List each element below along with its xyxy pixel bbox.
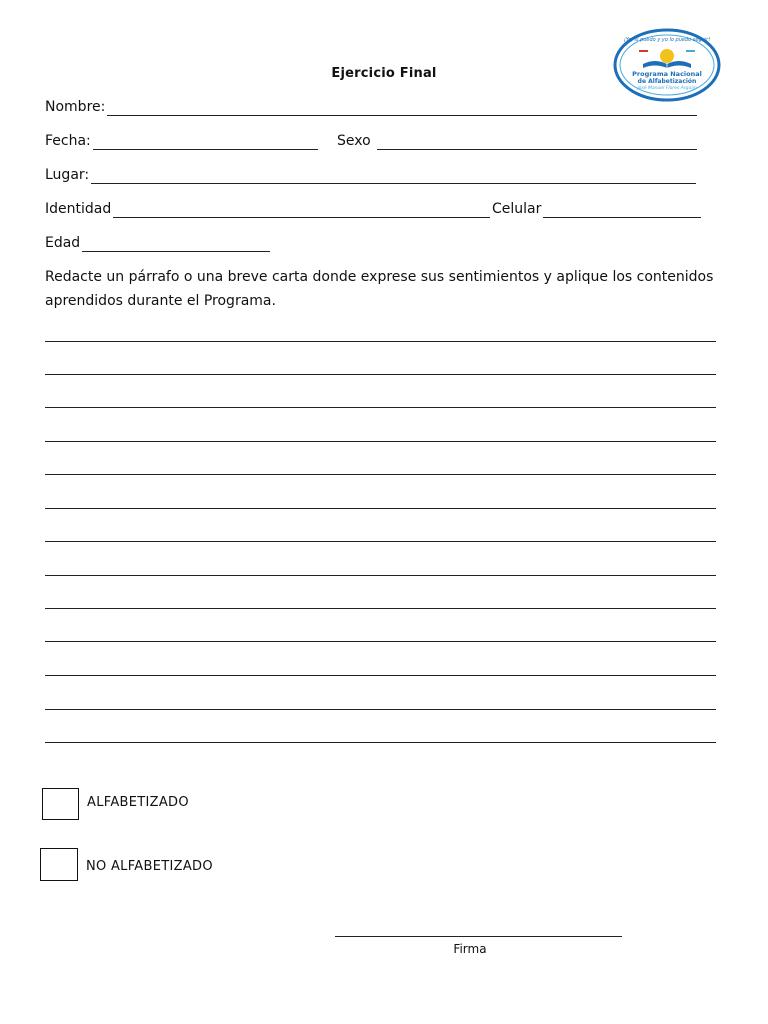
- fecha-input-line[interactable]: [93, 135, 318, 150]
- nombre-input-line[interactable]: [107, 101, 697, 116]
- writing-line[interactable]: [45, 508, 716, 509]
- writing-line[interactable]: [45, 541, 716, 542]
- fecha-label: Fecha:: [45, 133, 91, 149]
- edad-label: Edad: [45, 235, 81, 251]
- celular-input-line[interactable]: [543, 203, 701, 218]
- no-alfabetizado-label: NO ALFABETIZADO: [86, 859, 213, 874]
- writing-line[interactable]: [45, 374, 716, 375]
- nombre-field[interactable]: [45, 98, 697, 116]
- program-logo: [613, 28, 721, 102]
- alfabetizado-checkbox[interactable]: [42, 788, 79, 820]
- svg-text:Programa Nacional: Programa Nacional: [632, 70, 702, 78]
- identidad-label: Identidad: [45, 201, 112, 217]
- lugar-input-line[interactable]: [91, 169, 696, 184]
- svg-text:de Alfabetización: de Alfabetización: [637, 78, 697, 85]
- no-alfabetizado-checkbox[interactable]: [40, 848, 78, 881]
- writing-line[interactable]: [45, 675, 716, 676]
- sexo-field[interactable]: [337, 132, 697, 150]
- nombre-label: Nombre:: [45, 99, 106, 115]
- sexo-label: Sexo: [337, 133, 371, 149]
- writing-line[interactable]: [45, 441, 716, 442]
- signature-label: Firma: [453, 942, 487, 956]
- writing-line[interactable]: [45, 641, 716, 642]
- writing-line[interactable]: [45, 407, 716, 408]
- identidad-input-line[interactable]: [113, 203, 490, 218]
- lugar-field[interactable]: [45, 166, 696, 184]
- page-title: Ejercicio Final: [331, 66, 437, 81]
- writing-line[interactable]: [45, 742, 716, 743]
- instructions-text: Redacte un párrafo o una breve carta donde exprese sus sentimientos y aplique los contenidos aprendidos durante el Programa.: [45, 269, 714, 309]
- edad-input-line[interactable]: [82, 237, 270, 252]
- lugar-label: Lugar:: [45, 167, 90, 183]
- svg-text:José Manuel Flores Arguijo: José Manuel Flores Arguijo: [637, 86, 697, 91]
- signature-line[interactable]: [335, 936, 622, 937]
- writing-line[interactable]: [45, 341, 716, 342]
- svg-text:¡Yo, sí puedo y yo lo puedo se: ¡Yo, sí puedo y yo lo puedo seguir!: [623, 37, 711, 43]
- celular-label: Celular: [492, 201, 542, 217]
- identidad-field[interactable]: [45, 200, 490, 218]
- alfabetizado-label: ALFABETIZADO: [87, 795, 189, 810]
- writing-line[interactable]: [45, 608, 716, 609]
- writing-line[interactable]: [45, 575, 716, 576]
- writing-line[interactable]: [45, 474, 716, 475]
- celular-field[interactable]: [492, 200, 701, 218]
- writing-line[interactable]: [45, 709, 716, 710]
- fecha-field[interactable]: [45, 132, 318, 150]
- sexo-input-line[interactable]: [377, 135, 697, 150]
- edad-field[interactable]: [45, 234, 270, 252]
